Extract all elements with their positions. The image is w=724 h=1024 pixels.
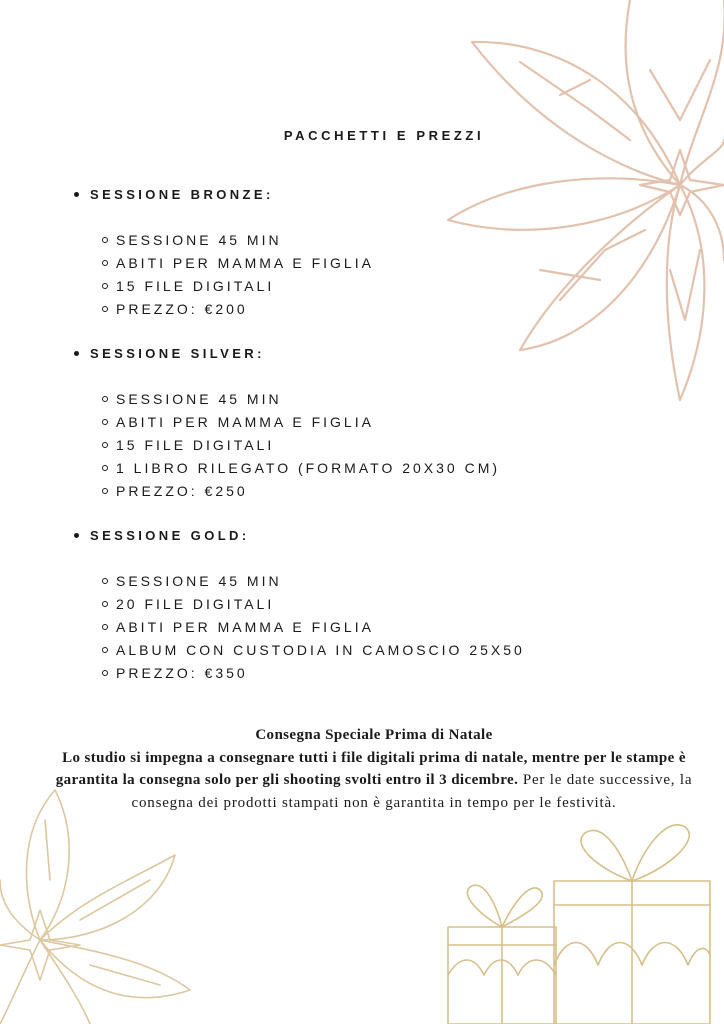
circle-bullet-icon: [102, 237, 108, 243]
circle-bullet-icon: [102, 465, 108, 471]
delivery-note: [54, 724, 694, 814]
item-list: [102, 228, 374, 320]
section-title: SESSIONE SILVER:: [90, 345, 265, 361]
circle-bullet-icon: [102, 442, 108, 448]
delivery-body: [54, 747, 694, 815]
circle-bullet-icon: [102, 578, 108, 584]
circle-bullet-icon: [102, 488, 108, 494]
list-item: ABITI PER MAMMA E FIGLIA: [102, 410, 500, 433]
list-item: 15 FILE DIGITALI: [102, 274, 374, 297]
item-list: [102, 387, 500, 502]
section-gold: [74, 526, 525, 681]
section-title: SESSIONE BRONZE:: [90, 186, 274, 202]
list-item: ALBUM CON CUSTODIA IN CAMOSCIO 25X50: [102, 638, 525, 661]
circle-bullet-icon: [102, 419, 108, 425]
circle-bullet-icon: [102, 601, 108, 607]
list-item: SESSIONE 45 MIN: [102, 569, 525, 592]
page-title: PACCHETTI E PREZZI: [283, 128, 485, 143]
circle-bullet-icon: [102, 283, 108, 289]
section-bronze: [74, 185, 374, 317]
circle-bullet-icon: [102, 670, 108, 676]
list-item: SESSIONE 45 MIN: [102, 387, 500, 410]
circle-bullet-icon: [102, 647, 108, 653]
list-item: SESSIONE 45 MIN: [102, 228, 374, 251]
list-item: 20 FILE DIGITALI: [102, 592, 525, 615]
list-item: ABITI PER MAMMA E FIGLIA: [102, 251, 374, 274]
list-item: 1 LIBRO RILEGATO (FORMATO 20X30 CM): [102, 456, 500, 479]
circle-bullet-icon: [102, 306, 108, 312]
bullet-icon: [74, 351, 79, 356]
circle-bullet-icon: [102, 396, 108, 402]
section-silver: [74, 344, 501, 499]
circle-bullet-icon: [102, 260, 108, 266]
delivery-normal-text: Per le date successive, la consegna dei prodotti stampati non è garantita in tempo per le festività.: [131, 772, 693, 811]
gold-star-flower-icon: [0, 780, 200, 1024]
list-item: 15 FILE DIGITALI: [102, 433, 500, 456]
delivery-bold-text: Lo studio si impegna a consegnare tutti i file digitali prima di natale, mentre per le stampe è garantita la consegna solo per gli shooting svolti entro il 3 dicembre.: [55, 749, 686, 788]
list-item: PREZZO: €350: [102, 661, 525, 684]
item-list: [102, 569, 525, 684]
list-item: PREZZO: €250: [102, 479, 500, 502]
gift-boxes-icon: [440, 815, 724, 1024]
list-item: ABITI PER MAMMA E FIGLIA: [102, 615, 525, 638]
bullet-icon: [74, 192, 79, 197]
circle-bullet-icon: [102, 624, 108, 630]
rose-gold-star-flower-icon: [440, 0, 724, 410]
list-item: PREZZO: €200: [102, 297, 374, 320]
delivery-heading: Consegna Speciale Prima di Natale: [255, 727, 493, 743]
bullet-icon: [74, 533, 79, 538]
section-title: SESSIONE GOLD:: [90, 527, 250, 543]
